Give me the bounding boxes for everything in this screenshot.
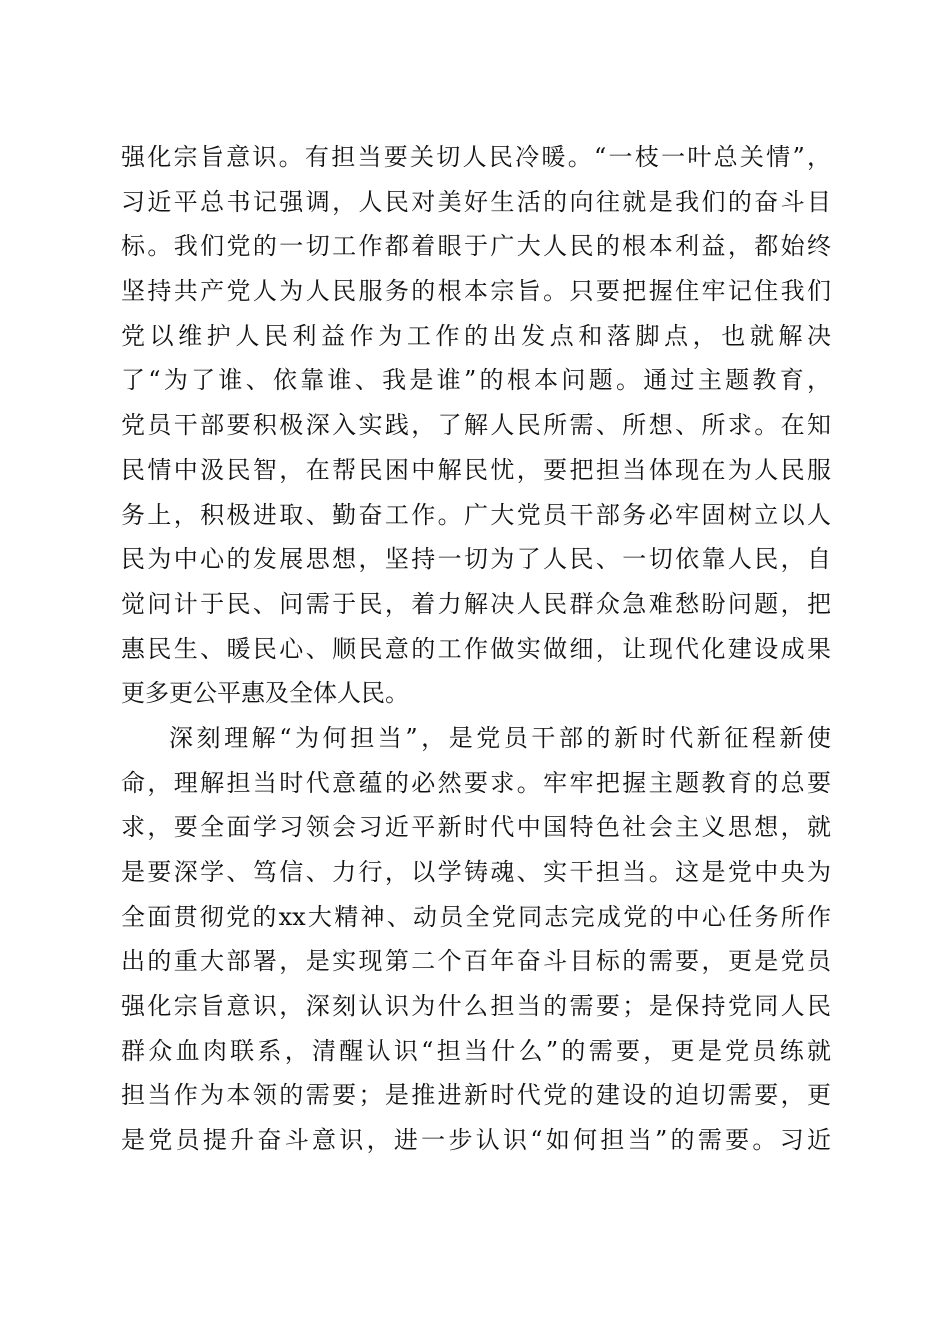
text-line: 党员干部要积极深入实践，了解人民所需、所想、所求。在知 bbox=[121, 411, 831, 440]
text-line: 出的重大部署，是实现第二个百年奋斗目标的需要，更是党员 bbox=[121, 947, 831, 976]
text-line: 习近平总书记强调，人民对美好生活的向往就是我们的奋斗目 bbox=[121, 187, 831, 216]
text-line: 觉问计于民、问需于民，着力解决人民群众急难愁盼问题，把 bbox=[121, 589, 831, 618]
body-text bbox=[121, 135, 831, 1163]
text-line: 深刻理解“为何担当”，是党员干部的新时代新征程新使 bbox=[169, 723, 831, 752]
text-line: 强化宗旨意识。有担当要关切人民冷暖。“一枝一叶总关情”， bbox=[121, 143, 831, 171]
text-line: 命，理解担当时代意蕴的必然要求。牢牢把握主题教育的总要 bbox=[121, 768, 831, 797]
text-line: 民为中心的发展思想，坚持一切为了人民、一切依靠人民，自 bbox=[121, 545, 831, 574]
paragraph-2 bbox=[121, 716, 831, 1163]
text-line: 求，要全面学习领会习近平新时代中国特色社会主义思想，就 bbox=[121, 813, 831, 842]
text-line: 担当作为本领的需要；是推进新时代党的建设的迫切需要，更 bbox=[121, 1081, 831, 1110]
text-line: 更多更公平惠及全体人民。 bbox=[121, 679, 409, 708]
text-line: 是要深学、笃信、力行，以学铸魂、实干担当。这是党中央为 bbox=[121, 858, 831, 886]
paragraph-1 bbox=[121, 135, 831, 716]
text-line: 党以维护人民利益作为工作的出发点和落脚点，也就解决 bbox=[121, 321, 831, 350]
text-line: 强化宗旨意识，深刻认识为什么担当的需要；是保持党同人民 bbox=[121, 992, 831, 1021]
text-line: 务上，积极进取、勤奋工作。广大党员干部务必牢固树立以人 bbox=[121, 500, 831, 529]
text-line: 群众血肉联系，清醒认识“担当什么”的需要，更是党员练就 bbox=[121, 1036, 831, 1065]
text-line: 民情中汲民智，在帮民困中解民忧，要把担当体现在为人民服 bbox=[121, 455, 831, 484]
text-line: 全面贯彻党的xx大精神、动员全党同志完成党的中心任务所作 bbox=[121, 902, 831, 931]
text-line: 坚持共产党人为人民服务的根本宗旨。只要把握住牢记住我们 bbox=[121, 277, 831, 306]
text-line: 惠民生、暖民心、顺民意的工作做实做细，让现代化建设成果 bbox=[121, 634, 831, 663]
text-line: 是党员提升奋斗意识，进一步认识“如何担当”的需要。习近 bbox=[121, 1126, 831, 1155]
text-line: 了“为了谁、依靠谁、我是谁”的根本问题。通过主题教育， bbox=[121, 366, 831, 395]
text-line: 标。我们党的一切工作都着眼于广大人民的根本利益，都始终 bbox=[121, 232, 831, 261]
